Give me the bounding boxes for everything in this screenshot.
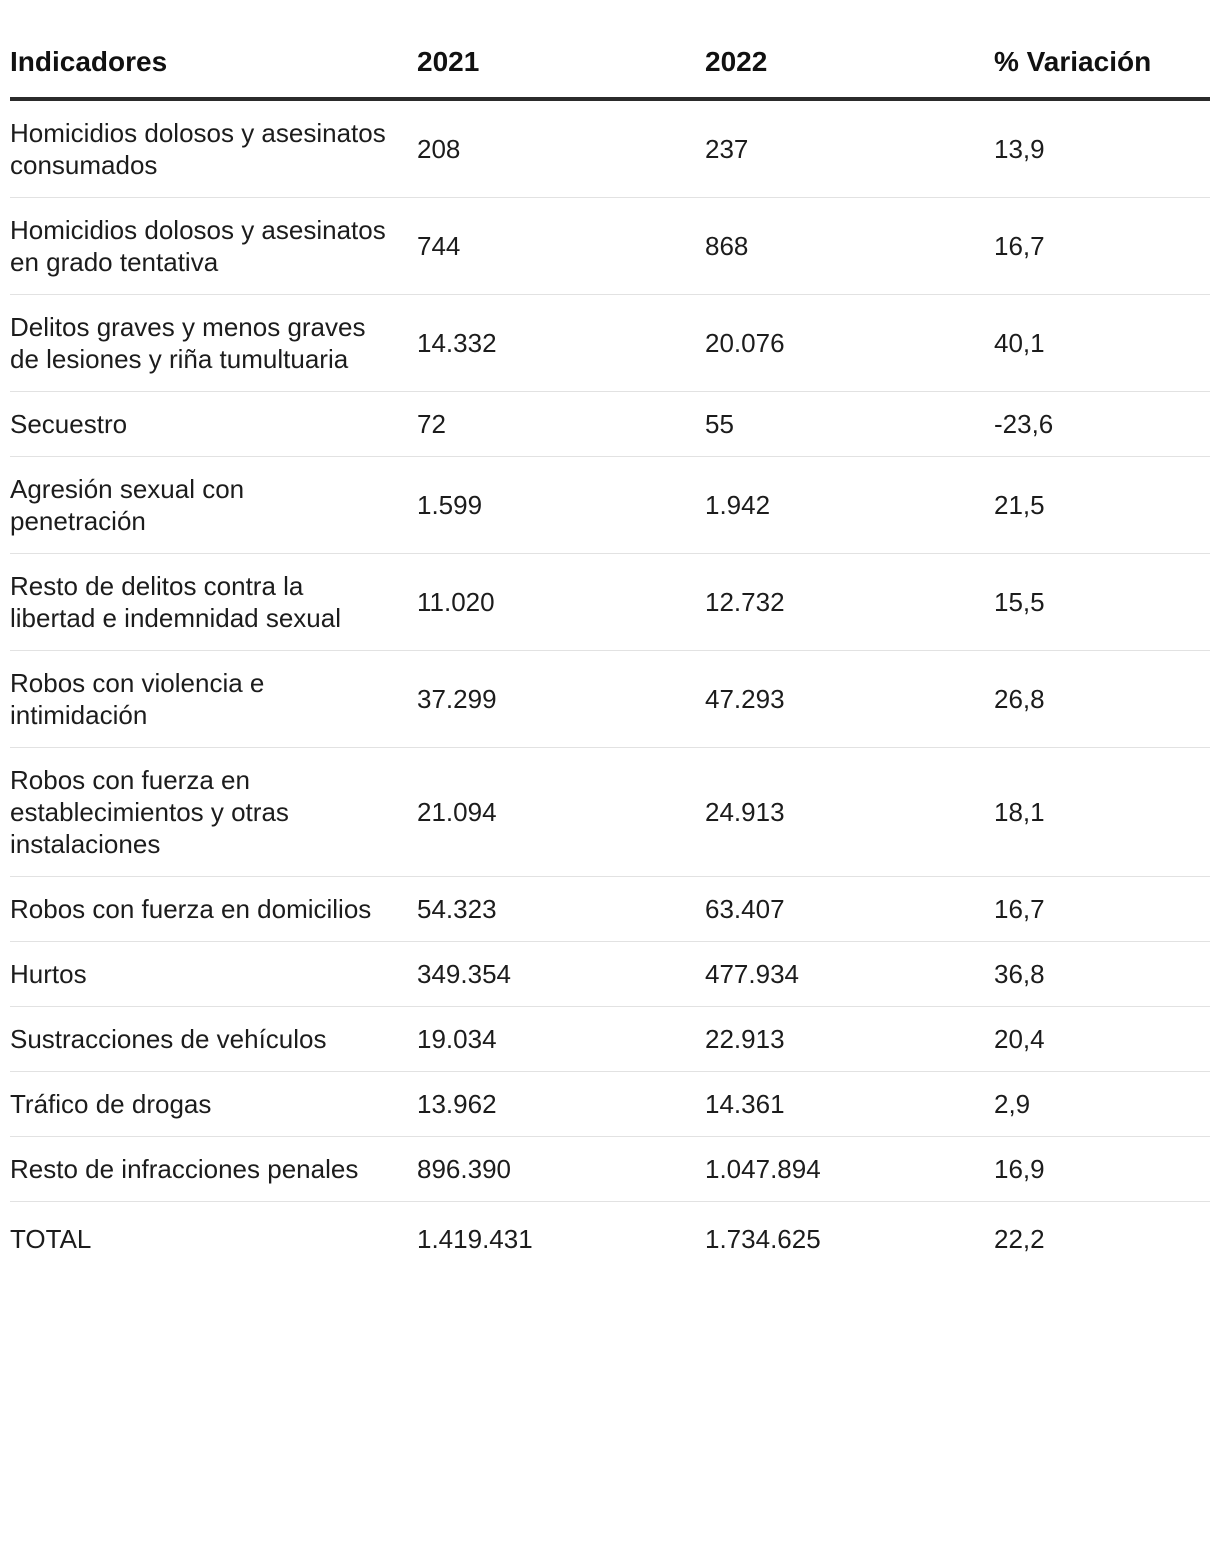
table-row [10,99,1210,198]
value-2021: 208 [417,99,705,198]
value-2021: 11.020 [417,554,705,651]
total-row [10,1202,1210,1272]
value-2021: 896.390 [417,1137,705,1202]
indicator-name: Sustracciones de vehículos [10,1007,417,1072]
indicator-name: Resto de infracciones penales [10,1137,417,1202]
indicator-name: Secuestro [10,392,417,457]
table-row [10,295,1210,392]
table-row [10,651,1210,748]
indicator-name: Delitos graves y menos graves de lesiones y riña tumultuaria [10,295,417,392]
value-2021: 13.962 [417,1072,705,1137]
indicator-name: Homicidios dolosos y asesinatos en grado tentativa [10,198,417,295]
indicator-name: Robos con fuerza en establecimientos y otras instalaciones [10,748,417,877]
total-variation: 22,2 [994,1224,1045,1254]
value-2022: 12.732 [705,554,994,651]
indicator-name: Tráfico de drogas [10,1072,417,1137]
variation-value: 36,8 [994,942,1210,1007]
crime-statistics-table-container [10,0,1210,1271]
column-header-variation: % Variación [994,0,1210,99]
variation-value: 26,8 [994,651,1210,748]
indicator-name: Resto de delitos contra la libertad e indemnidad sexual [10,554,417,651]
header-row [10,0,1210,99]
value-2022: 237 [705,99,994,198]
value-2022: 1.942 [705,457,994,554]
value-2022: 868 [705,198,994,295]
value-2021: 14.332 [417,295,705,392]
table-row [10,942,1210,1007]
value-2021: 37.299 [417,651,705,748]
value-2021: 19.034 [417,1007,705,1072]
variation-value: 16,9 [994,1137,1210,1202]
indicator-name: Robos con violencia e intimidación [10,651,417,748]
total-2022: 1.734.625 [705,1224,821,1254]
indicator-name: Agresión sexual con penetración [10,457,417,554]
value-2022: 24.913 [705,748,994,877]
table-row [10,198,1210,295]
table-header [10,0,1210,99]
indicator-name: Robos con fuerza en domicilios [10,877,417,942]
table-row [10,1007,1210,1072]
value-2022: 63.407 [705,877,994,942]
variation-value: 16,7 [994,877,1210,942]
crime-statistics-table [10,0,1210,1271]
value-2021: 1.599 [417,457,705,554]
column-header-2022: 2022 [705,0,994,99]
value-2022: 1.047.894 [705,1137,994,1202]
variation-value: -23,6 [994,392,1210,457]
variation-value: 16,7 [994,198,1210,295]
table-row [10,457,1210,554]
variation-value: 21,5 [994,457,1210,554]
value-2022: 20.076 [705,295,994,392]
value-2022: 14.361 [705,1072,994,1137]
value-2022: 22.913 [705,1007,994,1072]
variation-value: 20,4 [994,1007,1210,1072]
variation-value: 2,9 [994,1072,1210,1137]
table-row [10,392,1210,457]
table-row [10,554,1210,651]
value-2022: 477.934 [705,942,994,1007]
variation-value: 18,1 [994,748,1210,877]
value-2021: 72 [417,392,705,457]
total-label: TOTAL [10,1224,92,1254]
column-header-indicadores: Indicadores [10,0,417,99]
value-2022: 47.293 [705,651,994,748]
value-2022: 55 [705,392,994,457]
table-row [10,1137,1210,1202]
table-body [10,99,1210,1271]
column-header-2021: 2021 [417,0,705,99]
value-2021: 349.354 [417,942,705,1007]
indicator-name: Hurtos [10,942,417,1007]
variation-value: 13,9 [994,99,1210,198]
value-2021: 21.094 [417,748,705,877]
value-2021: 54.323 [417,877,705,942]
value-2021: 744 [417,198,705,295]
variation-value: 40,1 [994,295,1210,392]
indicator-name: Homicidios dolosos y asesinatos consumados [10,99,417,198]
variation-value: 15,5 [994,554,1210,651]
total-2021: 1.419.431 [417,1224,533,1254]
table-row [10,877,1210,942]
table-row [10,1072,1210,1137]
table-row [10,748,1210,877]
